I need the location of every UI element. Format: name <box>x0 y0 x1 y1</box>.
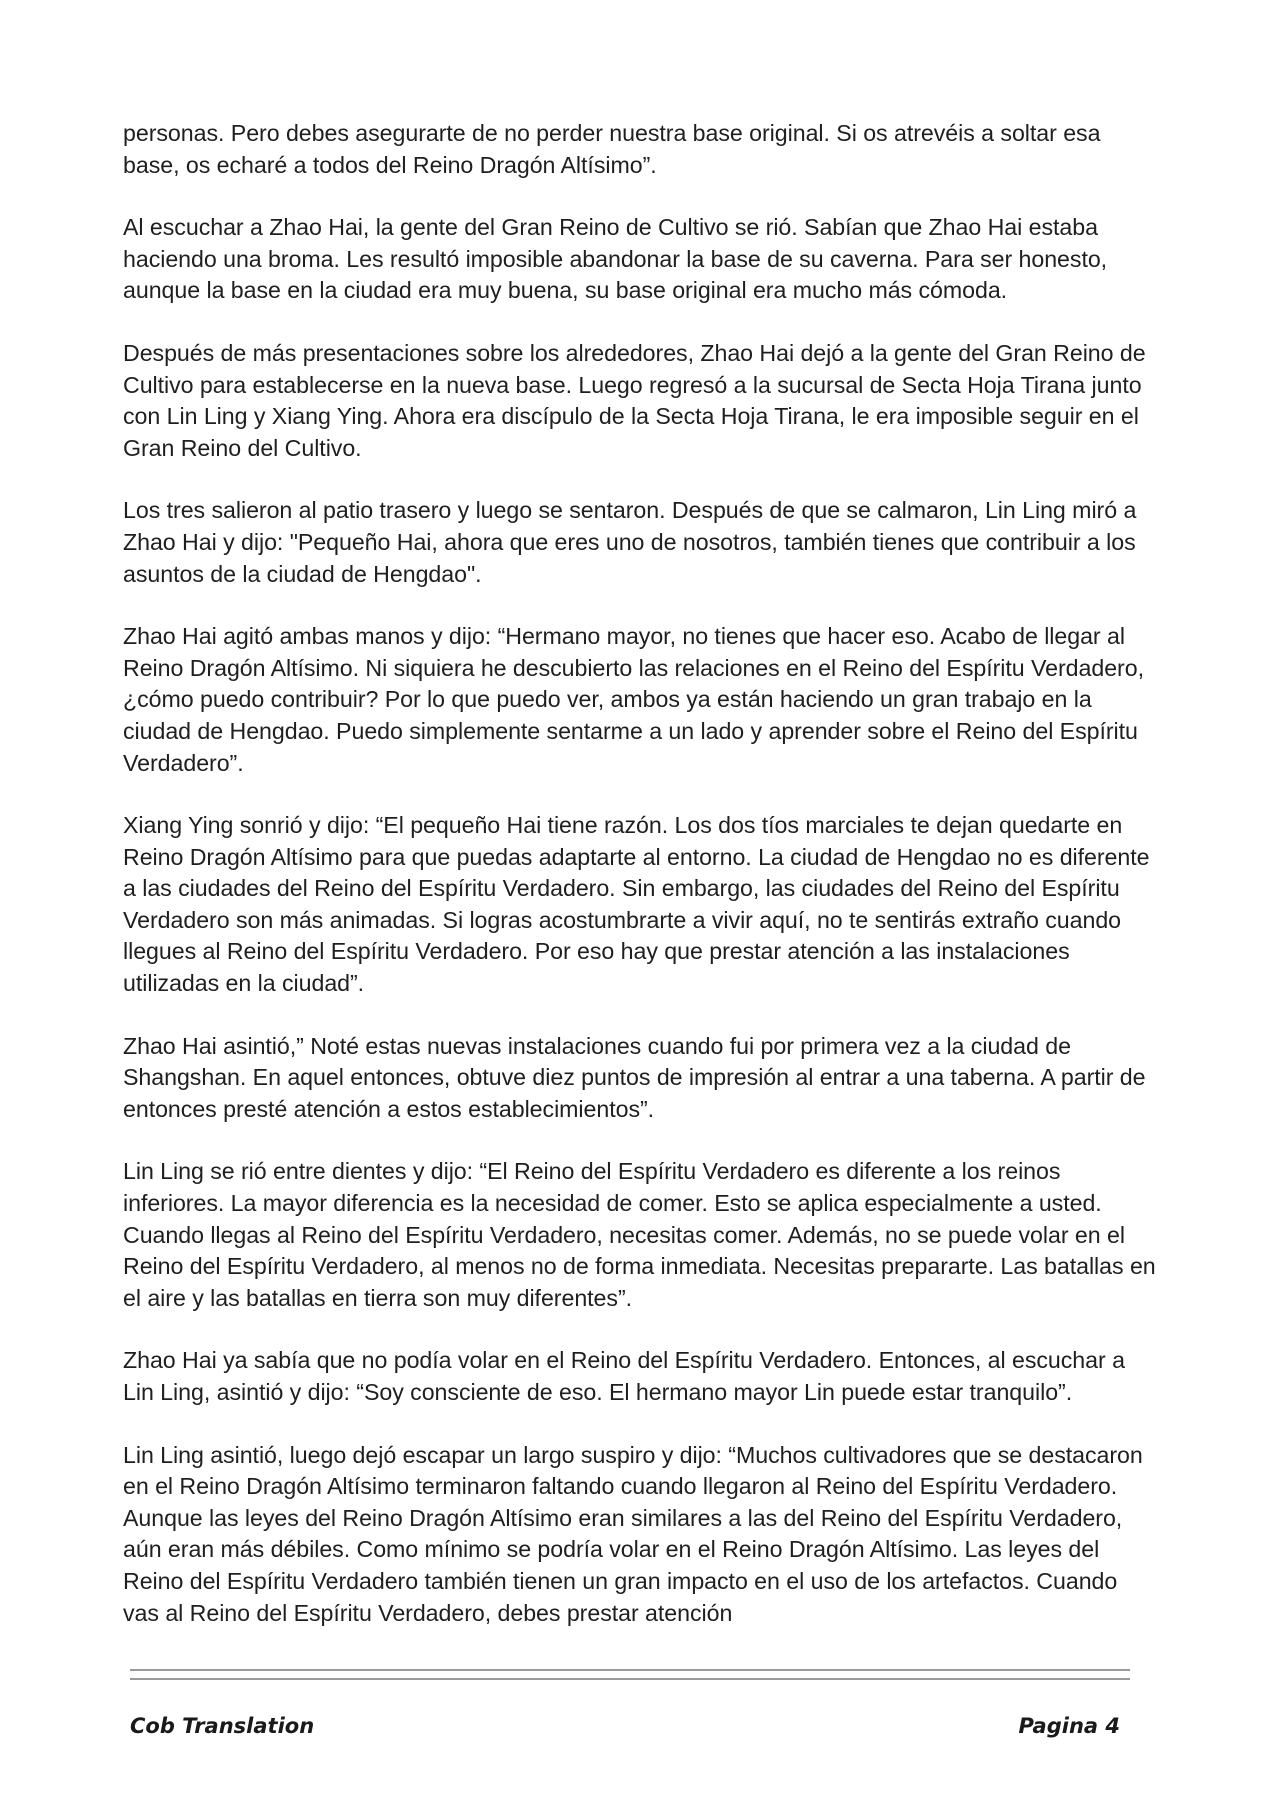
paragraph-3: Después de más presentaciones sobre los alrededores, Zhao Hai dejó a la gente del Gran Reino de Cultivo para establecerse en la nueva base. Luego regresó a la sucursal de Secta Hoja Tirana junto con Lin Ling y Xiang Ying. Ahora era discípulo de la Secta Hoja Tirana, le era imposible seguir en el Gran Reino del Cultivo. <box>123 339 1146 461</box>
paragraph-6: Xiang Ying sonrió y dijo: “El pequeño Hai tiene razón. Los dos tíos marciales te dejan quedarte en Reino Dragón Altísimo para que puedas adaptarte al entorno. La ciudad de Hengdao no es diferente a las ciudades del Reino del Espíritu Verdadero. Sin embargo, las ciudades del Reino del Espíritu Verdadero son más animadas. Si logras acostumbrarte a vivir aquí, no te sentirás extraño cuando llegues al Reino del Espíritu Verdadero. Por eso hay que prestar atención a las instalaciones utilizadas en la ciudad”. <box>123 812 1150 997</box>
footer-divider-bottom <box>130 1678 1130 1680</box>
paragraph-4: Los tres salieron al patio trasero y luego se sentaron. Después de que se calmaron, Lin Ling miró a Zhao Hai y dijo: "Pequeño Hai, ahora que eres uno de nosotros, también tienes que contribuir a los asuntos de la ciudad de Hengdao". <box>123 497 1137 587</box>
paragraph-8: Lin Ling se rió entre dientes y dijo: “El Reino del Espíritu Verdadero es diferente a los reinos inferiores. La mayor diferencia es la necesidad de comer. Esto se aplica especialmente a usted. Cuando llegas al Reino del Espíritu Verdadero, necesitas comer. Además, no se puede volar en el Reino del Espíritu Verdadero, al menos no de forma inmediata. Necesitas prepararte. Las batallas en el aire y las batallas en tierra son muy diferentes”. <box>123 1158 1156 1311</box>
paragraph-9: Zhao Hai ya sabía que no podía volar en el Reino del Espíritu Verdadero. Entonces, al escuchar a Lin Ling, asintió y dijo: “Soy consciente de eso. El hermano mayor Lin puede estar tranquilo”. <box>123 1347 1125 1405</box>
body-text <box>123 118 1158 1660</box>
footer-translator-credit: Cob Translation <box>130 1714 315 1738</box>
footer-divider-top <box>130 1669 1130 1671</box>
paragraph-7: Zhao Hai asintió,” Noté estas nuevas instalaciones cuando fui por primera vez a la ciudad de Shangshan. En aquel entonces, obtuve diez puntos de impresión al entrar a una taberna. A partir de entonces presté atención a estos establecimientos”. <box>123 1032 1146 1122</box>
paragraph-10: Lin Ling asintió, luego dejó escapar un largo suspiro y dijo: “Muchos cultivadores que se destacaron en el Reino Dragón Altísimo terminaron faltando cuando llegaron al Reino del Espíritu Verdadero. Aunque las leyes del Reino Dragón Altísimo eran similares a las del Reino del Espíritu Verdadero, aún eran más débiles. Como mínimo se podría volar en el Reino Dragón Altísimo. Las leyes del Reino del Espíritu Verdadero también tienen un gran impacto en el uso de los artefactos. Cuando vas al Reino del Espíritu Verdadero, debes prestar atención <box>123 1441 1143 1626</box>
paragraph-1: personas. Pero debes asegurarte de no perder nuestra base original. Si os atrevéis a soltar esa base, os echaré a todos del Reino Dragón Altísimo”. <box>123 120 1101 178</box>
footer-page-number: Pagina 4 <box>1018 1714 1120 1738</box>
paragraph-5: Zhao Hai agitó ambas manos y dijo: “Hermano mayor, no tienes que hacer eso. Acabo de llegar al Reino Dragón Altísimo. Ni siquiera he descubierto las relaciones en el Reino del Espíritu Verdadero, ¿cómo puedo contribuir? Por lo que puedo ver, ambos ya están haciendo un gran trabajo en la ciudad de Hengdao. Puedo simplemente sentarme a un lado y aprender sobre el Reino del Espíritu Verdadero”. <box>123 623 1144 776</box>
paragraph-2: Al escuchar a Zhao Hai, la gente del Gran Reino de Cultivo se rió. Sabían que Zhao Hai estaba haciendo una broma. Les resultó imposible abandonar la base de su caverna. Para ser honesto, aunque la base en la ciudad era muy buena, su base original era mucho más cómoda. <box>123 214 1108 304</box>
